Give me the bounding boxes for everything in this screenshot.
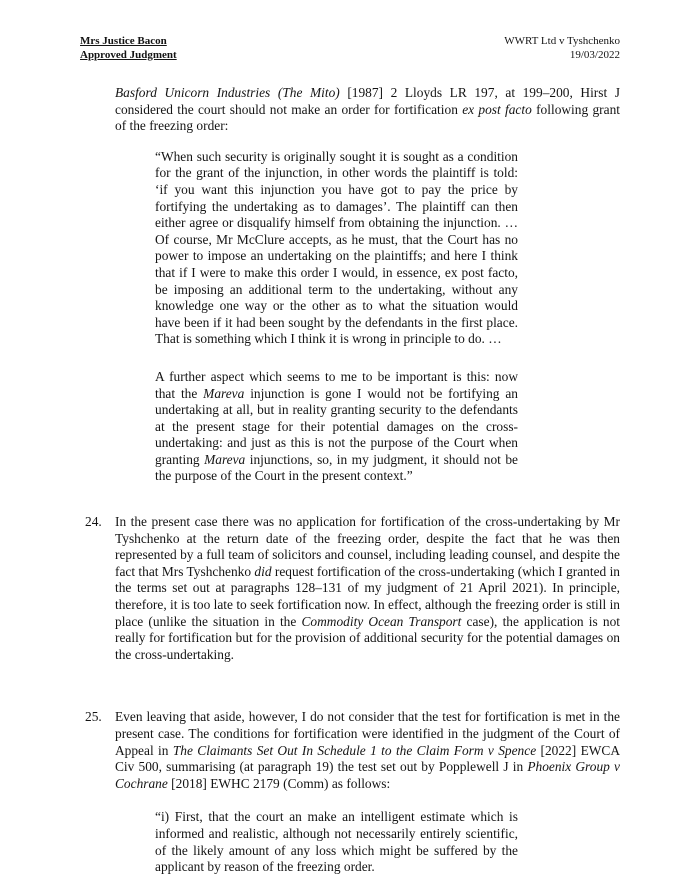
judge-name: Mrs Justice Bacon — [80, 35, 167, 47]
judgment-label: Approved Judgment — [80, 48, 177, 61]
header-left-block — [80, 35, 177, 62]
paragraph-25-number: 25. — [85, 709, 102, 725]
quote-block-1: “When such security is originally sought it is sought as a condition for the grant of the injunction, in other words the plaintiff is told: ‘if you want this injunction you have got to pay the price by fortifying the undertaking as to damages’. The plaintiff can then either agree or disqualify himself from obtaining the injunction. … Of course, Mr McClure accepts, as he must, that the Court has no power to impose an undertaking on the plaintiffs; and here I think that if I were to make this order I would, in essence, ex post facto, be imposing an additional term to the undertaking, without any knowledge one way or the other as to what the situation would have been if it had been sought by the defendants in the first place. That is something which I think it is wrong in principle to do. … — [155, 148, 518, 347]
judgment-date: 19/03/2022 — [569, 48, 620, 61]
paragraph-25 — [0, 709, 676, 792]
intro-paragraph: Basford Unicorn Industries (The Mito) [1987] 2 Lloyds LR 197, at 199–200, Hirst J considered the court should not make an order for fortification ex post facto following grant of the freezing order: — [115, 85, 620, 134]
paragraph-25-text: Even leaving that aside, however, I do not consider that the test for fortification is met in the present case. The conditions for fortification were identified in the judgment of the Court of Appeal in The Claimants Set Out In Schedule 1 to the Claim Form v Spence [2022] EWCA Civ 500, summarising (at paragraph 19) the test set out by Popplewell J in Phoenix Group v Cochrane [2018] EWHC 2179 (Comm) as follows: — [115, 709, 620, 791]
quote-block-3: “i) First, that the court an make an intelligent estimate which is informed and realistic, although not necessarily entirely scientific, of the likely amount of any loss which might be suffered by the applicant by reason of the freezing order. — [155, 809, 518, 875]
quote-block-2: A further aspect which seems to me to be important is this: now that the Mareva injunction is gone I would not be fortifying an undertaking at all, but in reality granting security to the defendants at the present stage for their potential damages on the cross-undertaking: and just as this is not the purpose of the Court when granting Mareva injunctions, so, in my judgment, it should not be the purpose of the Court in the present context.” — [155, 368, 518, 484]
page-header — [0, 0, 676, 62]
paragraph-24-number: 24. — [85, 514, 102, 530]
paragraph-24-text: In the present case there was no application for fortification of the cross-undertaking by Mr Tyshchenko at the return date of the freezing order, despite the fact that he was then represented by a full team of solicitors and counsel, including leading counsel, and despite the fact that Mrs Tyshchenko did request fortification of the cross-undertaking (which I granted in the terms set out at paragraphs 128–131 of my judgment of 21 April 2021). In principle, therefore, it is too late to seek fortification now. In effect, although the freezing order is still in place (unlike the situation in the Commodity Ocean Transport case), the application is not really for fortification but for the provision of additional security for the potential damages on the cross-undertaking. — [115, 514, 620, 662]
paragraph-24 — [0, 514, 676, 663]
header-right-block — [504, 35, 620, 62]
case-name: WWRT Ltd v Tyshchenko — [504, 35, 620, 47]
